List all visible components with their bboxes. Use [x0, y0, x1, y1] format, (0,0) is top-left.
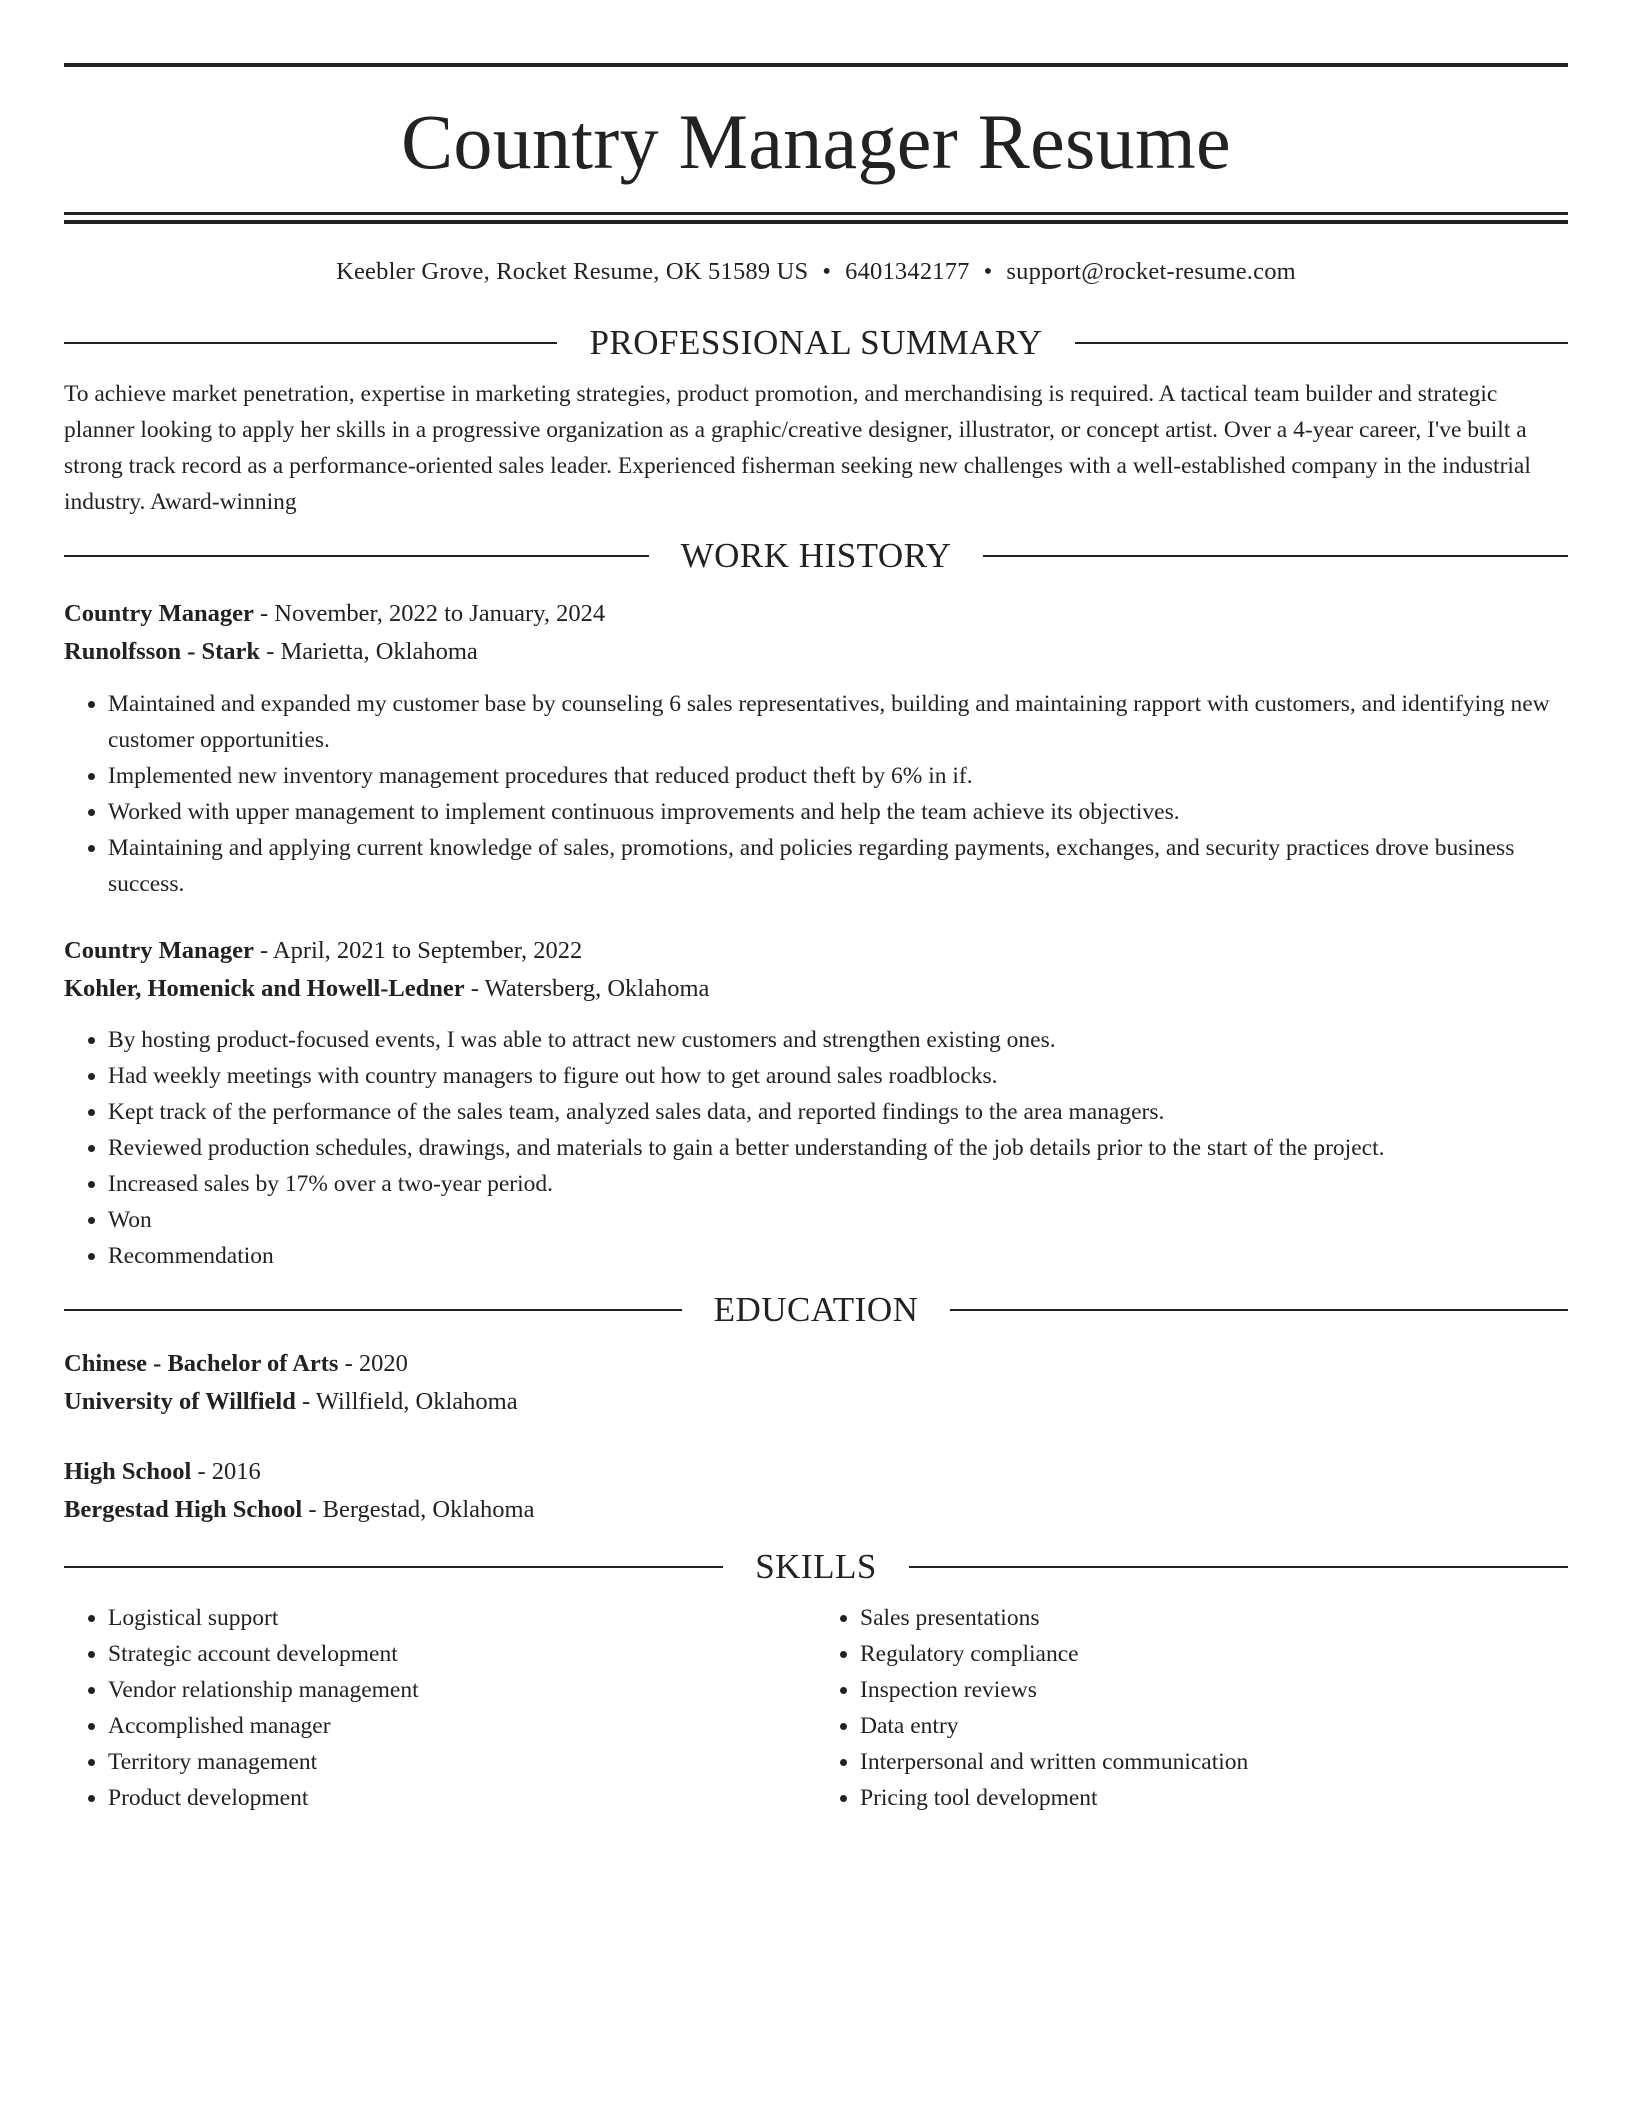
list-item: • Worked with upper management to implement continuous improvements and help the team achieve its objectives.: [108, 794, 1568, 830]
list-item: • Implemented new inventory management procedures that reduced product theft by 6% in if.: [108, 758, 1568, 794]
skill-item: • Product development: [108, 1780, 816, 1816]
education-degree: High School: [64, 1458, 192, 1485]
section-title: WORK HISTORY: [680, 536, 952, 575]
section-title: SKILLS: [755, 1547, 877, 1586]
skills-column-right: [816, 1600, 1568, 1816]
skills-column-left: [64, 1600, 816, 1816]
heading-rule-left: [64, 342, 557, 344]
contact-email[interactable]: support@rocket-resume.com: [1006, 258, 1296, 285]
job-title: Country Manager: [64, 600, 254, 627]
skills-list: [64, 1600, 816, 1816]
education-school: Bergestad High School: [64, 1496, 303, 1523]
resume-title: Country Manager Resume: [401, 98, 1231, 185]
education-school-line: [64, 1491, 1568, 1529]
list-item: • Maintained and expanded my customer base by counseling 6 sales representatives, building and maintaining rapport with customers, and identifying new customer opportunities.: [108, 686, 1568, 758]
education-degree: Chinese - Bachelor of Arts: [64, 1350, 339, 1377]
heading-rule-left: [64, 1309, 682, 1311]
section-heading-work: [64, 536, 1568, 576]
heading-rule-right: [950, 1309, 1568, 1311]
summary-text: To achieve market penetration, expertise in marketing strategies, product promotion, and merchandising is required. A tactical team builder and strategic planner looking to apply her skills in a progressive organization as a graphic/creative designer, illustrator, or concept artist. Over a 4-year career, I've built a strong track record as a performance-oriented sales leader. Experienced fisherman seeking new challenges with a well-established company in the industrial industry. Award-winning: [64, 381, 1531, 515]
job-location: - Marietta, Oklahoma: [260, 638, 478, 665]
education-school-line: [64, 1383, 1568, 1421]
section-heading-skills: [64, 1547, 1568, 1587]
list-item: • By hosting product-focused events, I was able to attract new customers and strengthen existing ones.: [108, 1022, 1568, 1058]
contact-line: [64, 257, 1568, 287]
education-location: - Bergestad, Oklahoma: [302, 1496, 535, 1523]
job-bullets: [64, 1022, 1568, 1274]
job-title: Country Manager: [64, 937, 254, 964]
education-year: - 2016: [191, 1458, 261, 1485]
heading-rule-right: [983, 555, 1568, 557]
skill-item: • Sales presentations: [860, 1600, 1568, 1636]
job-company-line: [64, 970, 1568, 1008]
section-heading-education: [64, 1290, 1568, 1330]
contact-phone: 6401342177: [845, 258, 970, 285]
skills-list: [816, 1600, 1568, 1816]
skill-item: • Accomplished manager: [108, 1708, 816, 1744]
job-company: Runolfsson - Stark: [64, 638, 261, 665]
job-entry: [64, 932, 1568, 1274]
heading-rule-right: [909, 1566, 1568, 1568]
list-item: • Had weekly meetings with country managers to figure out how to get around sales roadblocks.: [108, 1058, 1568, 1094]
job-title-line: [64, 595, 1568, 633]
list-item: • Reviewed production schedules, drawings, and materials to gain a better understanding of the job details prior to the start of the project.: [108, 1130, 1568, 1166]
education-location: - Willfield, Oklahoma: [295, 1388, 518, 1415]
heading-rule-left: [64, 1566, 723, 1568]
list-item: • Increased sales by 17% over a two-year period.: [108, 1166, 1568, 1202]
skill-item: • Pricing tool development: [860, 1780, 1568, 1816]
list-item: • Won: [108, 1202, 1568, 1238]
job-entry: [64, 595, 1568, 902]
heading-rule-left: [64, 555, 649, 557]
contact-address: Keebler Grove, Rocket Resume, OK 51589 US: [336, 258, 809, 285]
job-dates: - November, 2022 to January, 2024: [253, 600, 606, 627]
section-title: PROFESSIONAL SUMMARY: [589, 323, 1043, 362]
skill-item: • Interpersonal and written communication: [860, 1744, 1568, 1780]
contact-separator: •: [822, 258, 832, 285]
section-heading-summary: [64, 323, 1568, 363]
education-year: - 2020: [338, 1350, 408, 1377]
list-item: • Recommendation: [108, 1238, 1568, 1274]
top-rule: [64, 63, 1568, 67]
skill-item: • Territory management: [108, 1744, 816, 1780]
job-bullets: [64, 686, 1568, 902]
skills-grid: [64, 1600, 1568, 1816]
skill-item: • Strategic account development: [108, 1636, 816, 1672]
education-degree-line: [64, 1453, 1568, 1491]
section-title: EDUCATION: [713, 1290, 919, 1329]
education-entry: [64, 1453, 1568, 1529]
title-double-rule: [64, 212, 1568, 224]
skill-item: • Vendor relationship management: [108, 1672, 816, 1708]
skill-item: • Regulatory compliance: [860, 1636, 1568, 1672]
list-item: • Maintaining and applying current knowledge of sales, promotions, and policies regarding payments, exchanges, and security practices drove business success.: [108, 830, 1568, 902]
job-company-line: [64, 633, 1568, 671]
heading-rule-right: [1075, 342, 1568, 344]
education-degree-line: [64, 1345, 1568, 1383]
list-item: • Kept track of the performance of the sales team, analyzed sales data, and reported findings to the area managers.: [108, 1094, 1568, 1130]
job-title-line: [64, 932, 1568, 970]
skill-item: • Data entry: [860, 1708, 1568, 1744]
job-location: - Watersberg, Oklahoma: [464, 975, 710, 1002]
education-entry: [64, 1345, 1568, 1421]
education-school: University of Willfield: [64, 1388, 296, 1415]
job-company: Kohler, Homenick and Howell-Ledner: [64, 975, 465, 1002]
job-dates: - April, 2021 to September, 2022: [253, 937, 583, 964]
contact-separator: •: [983, 258, 993, 285]
skill-item: • Logistical support: [108, 1600, 816, 1636]
skill-item: • Inspection reviews: [860, 1672, 1568, 1708]
